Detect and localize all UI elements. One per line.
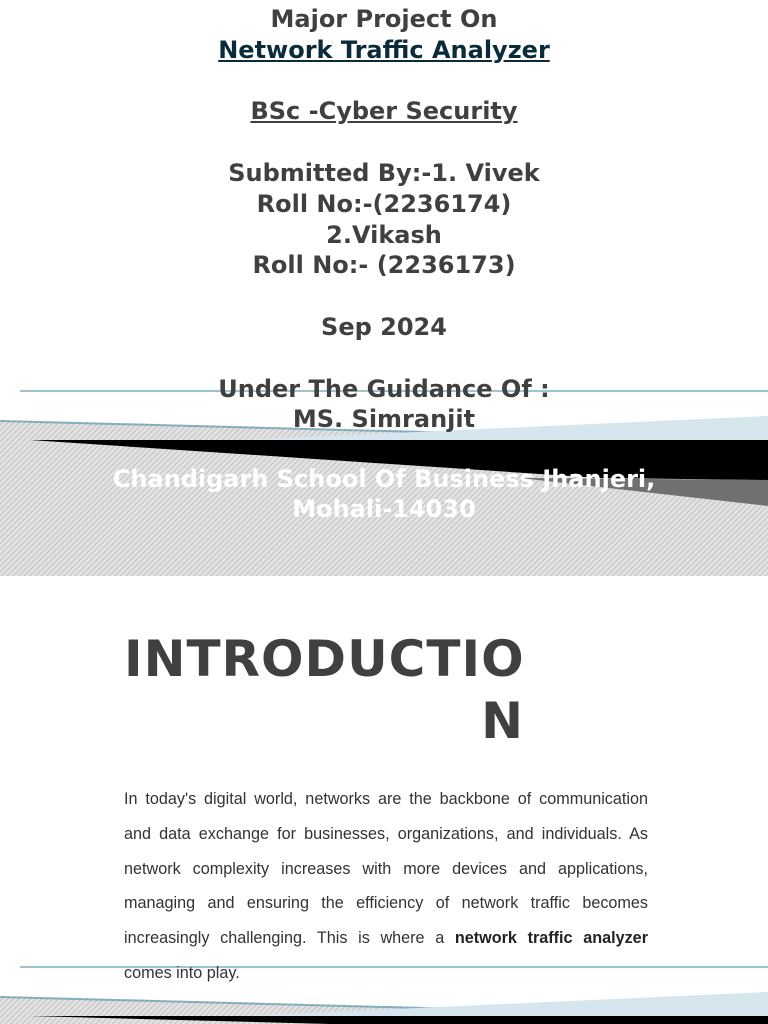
- institution-name: Chandigarh School Of Business Jhanjeri, Mohali-14030: [112, 465, 656, 523]
- roll-number-1: Roll No:-(2236174): [256, 189, 512, 218]
- guide-name: MS. Simranjit: [292, 405, 476, 434]
- light-blue-band: [240, 992, 768, 1016]
- project-title: Network Traffic Analyzer: [218, 35, 550, 64]
- roll-number-2: Roll No:- (2236173): [252, 251, 516, 280]
- submitted-by: Submitted By:-1. Vivek: [228, 158, 540, 187]
- introduction-slide: [0, 576, 768, 1024]
- title-text-block: [0, 4, 768, 435]
- highlighted-term: network traffic analyzer: [454, 929, 648, 948]
- guidance-label: Under The Guidance Of :: [218, 374, 550, 403]
- heading: Major Project On: [270, 5, 498, 33]
- student-2: 2.Vikash: [326, 220, 442, 249]
- introduction-paragraph: In today's digital world, networks are the backbone of communication and data exchange for businesses, organizations, and individuals. As network complexity increases with more devices and applications, managing and ensuring the efficiency of network traffic becomes increasingly challenging. This is where a network traffic analyzer comes into play.: [124, 790, 648, 982]
- course-name: BSc -Cyber Security: [250, 97, 518, 126]
- submission-date: Sep 2024: [321, 312, 447, 341]
- introduction-title: INTRODUCTIO N: [124, 630, 525, 750]
